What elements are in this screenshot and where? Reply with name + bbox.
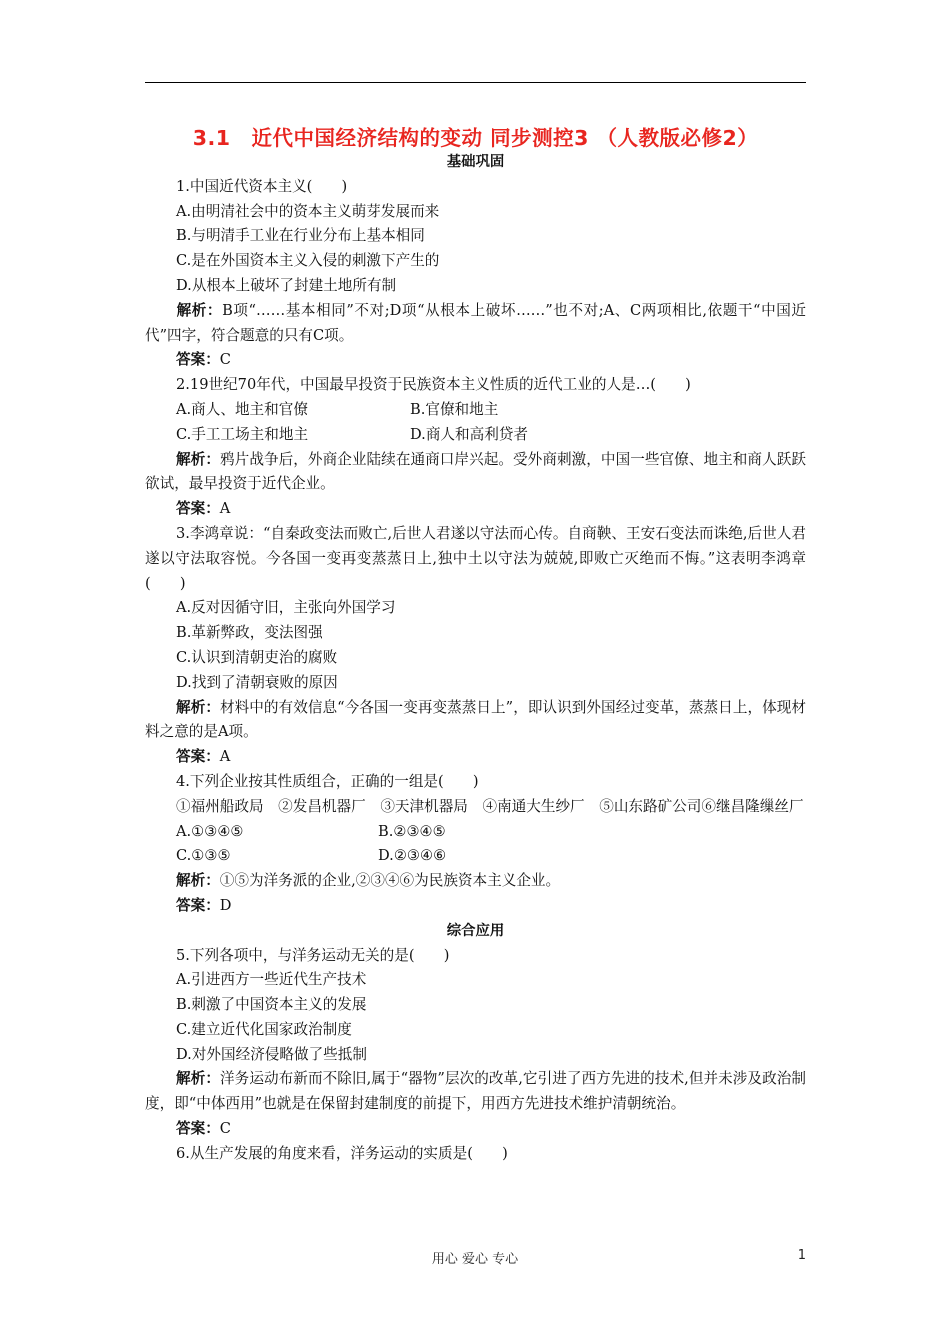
answer-value: C [219,1120,231,1138]
analysis-text: B项“……基本相同”不对;D项“从根本上破坏……”也不对;A、C两项相比,依题干“中国近代”四字，符合题意的只有C项。 [145,301,806,344]
question-5-analysis [145,1067,806,1117]
answer-label: 答案： [176,351,220,369]
analysis-text: 鸦片战争后，外商企业陆续在通商口岸兴起。受外商刺激，中国一些官僚、地主和商人跃跃欲试，最早投资于近代企业。 [145,450,806,493]
question-5-answer [145,1117,806,1142]
section-heading-comprehensive: 综合应用 [446,922,505,939]
question-6-stem: 6.从生产发展的角度来看，洋务运动的实质是( ) [176,1144,508,1162]
question-1-option-b: B.与明清手工业在行业分布上基本相同 [176,227,425,245]
analysis-label: 解析： [176,872,220,890]
question-1-stem: 1.中国近代资本主义( ) [176,177,348,195]
question-4-options-row-1 [145,820,806,845]
question-5-option-a: A.引进西方一些近代生产技术 [176,971,367,989]
answer-value: A [219,748,231,766]
question-3-option-b: B.革新弊政，变法图强 [176,624,323,642]
question-2-options-row-2 [145,423,806,448]
question-1-option-d: D.从根本上破坏了封建土地所有制 [176,276,397,294]
question-2-option-d: D.商人和高利贷者 [410,425,528,443]
page-title: 3.1 近代中国经济结构的变动 同步测控3 （人教版必修2） [192,126,759,150]
question-1-answer [145,348,806,373]
question-4-items-text: ①福州船政局 ②发昌机器厂 ③天津机器局 ④南通大生纱厂 ⑤山东路矿公司⑥继昌隆缫丝厂 [176,797,804,815]
analysis-label: 解析： [176,450,221,468]
question-1-option-a: A.由明清社会中的资本主义萌芽发展而来 [176,202,440,220]
page-footer: 用心 爱心 专心 [431,1252,519,1267]
question-4-option-d: D.②③④⑥ [378,847,447,865]
analysis-text: 材料中的有效信息“今各国一变再变蒸蒸日上”，即认识到外国经过变革，蒸蒸日上，体现材料之意的是A项。 [145,698,806,741]
answer-label: 答案： [176,500,220,518]
question-5-option-b: B.刺激了中国资本主义的发展 [176,996,367,1014]
question-3-option-c: C.认识到清朝吏治的腐败 [176,648,338,666]
question-2-option-b: B.官僚和地主 [410,400,499,418]
question-5-option-c: C.建立近代化国家政治制度 [176,1020,352,1038]
question-1-option-c: C.是在外国资本主义入侵的刺激下产生的 [176,252,440,270]
answer-value: C [219,351,231,369]
answer-value: A [219,500,231,518]
question-4-items [145,795,806,820]
analysis-label: 解析： [176,1070,221,1088]
answer-value: D [219,896,232,914]
question-5-stem: 5.下列各项中，与洋务运动无关的是( ) [176,946,450,964]
question-4-option-b: B.②③④⑤ [378,822,446,840]
question-3-answer [145,745,806,770]
question-3-option-d: D.找到了清朝衰败的原因 [176,673,338,691]
answer-label: 答案： [176,1120,220,1138]
question-1-analysis [145,299,806,349]
question-4-analysis [145,869,806,894]
analysis-text: ①⑤为洋务派的企业,②③④⑥为民族资本主义企业。 [219,872,561,890]
header-rule [145,82,806,83]
analysis-label: 解析： [176,698,220,716]
question-4-stem: 4.下列企业按其性质组合，正确的一组是( ) [176,772,479,790]
question-4-option-c: C.①③⑤ [176,847,231,865]
question-2-answer [145,497,806,522]
question-5-option-d: D.对外国经济侵略做了些抵制 [176,1045,367,1063]
answer-label: 答案： [176,748,220,766]
question-2-option-c: C.手工工场主和地主 [176,425,309,443]
analysis-text: 洋务运动布新而不除旧,属于“器物”层次的改革,它引进了西方先进的技术,但并未涉及政治制度，即“中体西用”也就是在保留封建制度的前提下，用西方先进技术维护清朝统治。 [145,1070,806,1113]
question-3-stem-text: 3.李鸿章说：“自秦政变法而败亡,后世人君遂以守法而心传。自商鞅、王安石变法而诛绝,后世人君遂以守法取容悦。今各国一变再变蒸蒸日上,独中土以守法为兢兢,即败亡灭绝而不悔。”这表明李鸿章( ) [145,524,806,592]
question-2-analysis [145,448,806,498]
document-body [145,150,806,1167]
answer-label: 答案： [176,896,220,914]
analysis-label: 解析： [176,301,223,319]
question-3-stem [145,522,806,596]
question-2-stem: 2.19世纪70年代，中国最早投资于民族资本主义性质的近代工业的人是…( ) [176,376,691,394]
question-2-options-row-1 [145,398,806,423]
question-4-options-row-2 [145,844,806,869]
question-4-option-a: A.①③④⑤ [176,822,244,840]
question-2-option-a: A.商人、地主和官僚 [176,400,308,418]
question-3-option-a: A.反对因循守旧，主张向外国学习 [176,599,396,617]
section-heading-basic: 基础巩固 [446,154,505,170]
page-number: 1 [797,1248,806,1263]
question-3-analysis [145,696,806,746]
question-4-answer [145,894,806,919]
